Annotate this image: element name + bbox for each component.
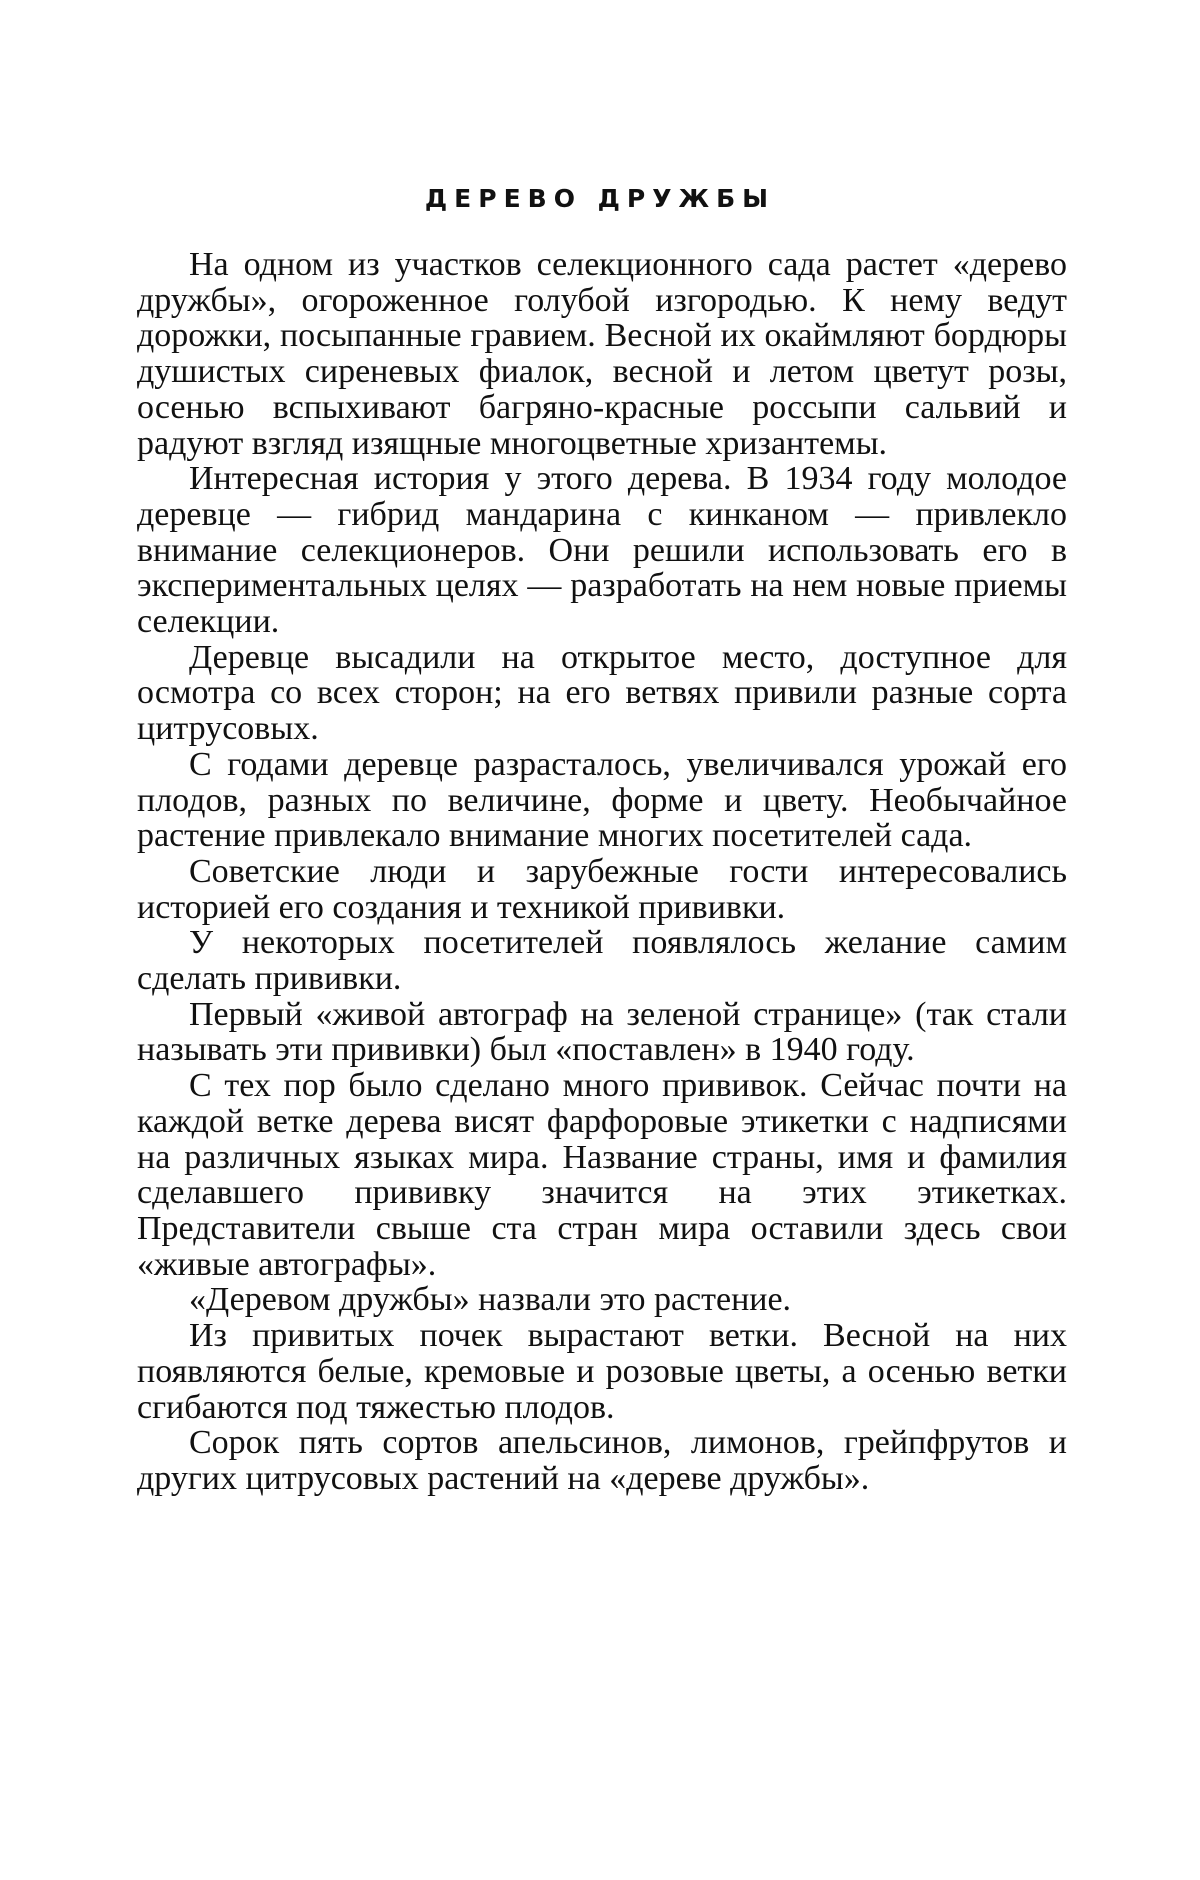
paragraph: С тех пор было сделано много прививок. Сейчас почти на каждой ветке дерева висят фарфоровые этикетки с надписями на различных языках мира. Название страны, имя и фамилия сделавшего прививку значится на этих этикетках. Представители свыше ста стран мира оставили здесь свои «живые автографы». [137, 1068, 1067, 1282]
paragraph: Интересная история у этого дерева. В 1934 году молодое деревце — гибрид мандарина с кинканом — привлекло внимание селекционеров. Они решили использовать его в экспериментальных целях — разработать на нем новые приемы селекции. [137, 461, 1067, 640]
paragraph: Деревце высадили на открытое место, доступное для осмотра со всех сторон; на его ветвях привили разные сорта цитрусовых. [137, 640, 1067, 747]
body-text [137, 247, 1067, 1497]
chapter-title: ДЕРЕВО ДРУЖБЫ [0, 184, 1200, 213]
paragraph: На одном из участков селекционного сада растет «дерево дружбы», огороженное голубой изгородью. К нему ведут дорожки, посыпанные гравием. Весной их окаймляют бордюры душистых сиреневых фиалок, весной и летом цветут розы, осенью вспыхивают багряно-красные россыпи сальвий и радуют взгляд изящные многоцветные хризантемы. [137, 247, 1067, 461]
book-page [0, 0, 1200, 1880]
paragraph: С годами деревце разрасталось, увеличивался урожай его плодов, разных по величине, форме и цвету. Необычайное растение привлекало внимание многих посетителей сада. [137, 747, 1067, 854]
paragraph: У некоторых посетителей появлялось желание самим сделать прививки. [137, 925, 1067, 996]
paragraph: Советские люди и зарубежные гости интересовались историей его создания и техникой прививки. [137, 854, 1067, 925]
paragraph: Первый «живой автограф на зеленой странице» (так стали называть эти прививки) был «поставлен» в 1940 году. [137, 997, 1067, 1068]
paragraph: Из привитых почек вырастают ветки. Весной на них появляются белые, кремовые и розовые цветы, а осенью ветки сгибаются под тяжестью плодов. [137, 1318, 1067, 1425]
paragraph: «Деревом дружбы» назвали это растение. [137, 1282, 1067, 1318]
paragraph: Сорок пять сортов апельсинов, лимонов, грейпфрутов и других цитрусовых растений на «дереве дружбы». [137, 1425, 1067, 1496]
